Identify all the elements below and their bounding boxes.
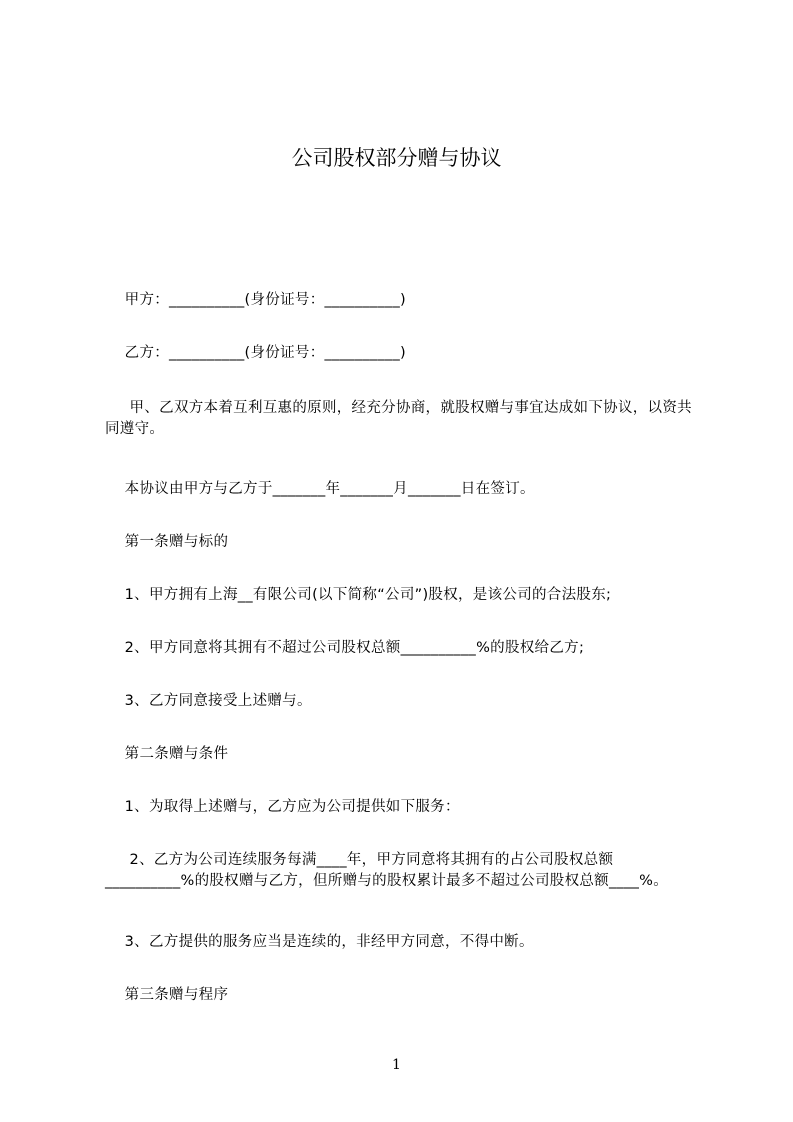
preamble-paragraph: 甲、乙双方本着互利互惠的原则，经充分协商，就股权赠与事宜达成如下协议，以资共同遵守。 <box>105 400 692 437</box>
article-1-item-2: 2、甲方同意将其拥有不超过公司股权总额__________%的股权给乙方; <box>105 640 585 656</box>
article-2-item-2: 2、乙方为公司连续服务每满____年，甲方同意将其拥有的占公司股权总额__________%的股权赠与乙方，但所赠与的股权累计最多不超过公司股权总额____%。 <box>105 852 669 889</box>
party-a-line: 甲方：__________(身份证号：__________) <box>105 292 406 308</box>
article-2-item-3: 3、乙方提供的服务应当是连续的，非经甲方同意，不得中断。 <box>105 934 534 950</box>
article-2-heading: 第二条赠与条件 <box>105 746 229 762</box>
article-1-item-1: 1、甲方拥有上海__有限公司(以下简称“公司”)股权，是该公司的合法股东; <box>105 587 612 603</box>
page-title: 公司股权部分赠与协议 <box>291 146 502 170</box>
article-2-item-1: 1、为取得上述赠与，乙方应为公司提供如下服务： <box>105 799 460 815</box>
article-1-heading: 第一条赠与标的 <box>105 534 229 550</box>
article-3-heading: 第三条赠与程序 <box>105 987 229 1003</box>
signing-paragraph: 本协议由甲方与乙方于_______年_______月_______日在签订。 <box>105 481 535 497</box>
page-number: 1 <box>392 1057 401 1073</box>
article-1-item-3: 3、乙方同意接受上述赠与。 <box>105 693 312 709</box>
party-b-line: 乙方：__________(身份证号：__________) <box>105 345 406 361</box>
